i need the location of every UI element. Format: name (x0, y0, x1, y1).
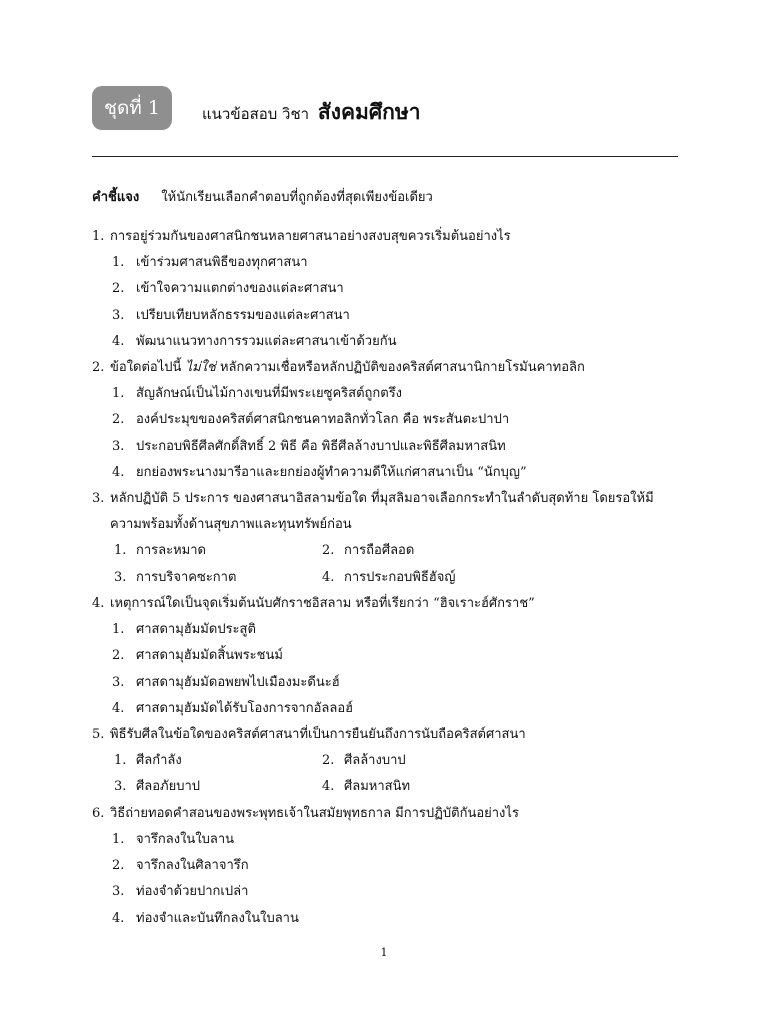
option-number: 2. (112, 648, 125, 664)
question-4 (92, 591, 682, 617)
option-number: 3. (112, 884, 125, 900)
option (92, 853, 682, 879)
option-number: 3. (112, 674, 125, 690)
option-number: 3. (112, 307, 125, 323)
question-number: 6. (92, 805, 105, 821)
option-text: ท่องจำด้วยปากเปล่า (136, 884, 249, 900)
question-number: 5. (92, 727, 105, 743)
option (322, 748, 530, 774)
question-6 (92, 801, 682, 827)
option-text: ยกย่องพระนางมารีอาและยกย่องผู้ทำความดีให้แก่ศาสนาเป็น “นักบุญ” (136, 465, 527, 481)
option-number: 2. (322, 543, 335, 559)
question-text-part: หลักความเชื่อหรือหลักปฏิบัติของคริสต์ศาสนานิกายโรมันคาทอลิก (219, 360, 585, 376)
option (92, 381, 682, 407)
option (322, 565, 530, 591)
question-5 (92, 722, 682, 748)
option-number: 3. (114, 779, 127, 795)
option-number: 4. (112, 700, 125, 716)
option-number: 3. (112, 438, 125, 454)
question-number: 1. (92, 229, 105, 244)
question-text-part: ข้อใดต่อไปนี้ (110, 360, 182, 376)
option-text: ศีลมหาสนิท (344, 779, 411, 795)
option-text: การละหมาด (136, 543, 206, 559)
option-text: ศีลอภัยบาป (136, 779, 201, 795)
question-number: 2. (92, 360, 105, 376)
option-text: ศาสดามุฮัมมัดประสูติ (136, 621, 256, 637)
page-title (202, 96, 421, 129)
option-number: 4. (322, 569, 335, 585)
option (92, 696, 682, 722)
option-text: ศีลกำลัง (136, 753, 182, 769)
option (92, 434, 682, 460)
option-text: จารึกลงในศิลาจารึก (136, 858, 249, 874)
option-text: ศาสดามุฮัมมัดสิ้นพระชนม์ (136, 648, 283, 664)
option-text: ท่องจำและบันทึกลงในใบลาน (136, 910, 299, 926)
question-2 (92, 355, 682, 381)
question-text: พิธีรับศีลในข้อใดของคริสต์ศาสนาที่เป็นการยืนยันถึงการนับถือคริสต์ศาสนา (110, 727, 526, 743)
option (92, 460, 682, 486)
option (92, 906, 682, 932)
option (92, 617, 682, 643)
question-number: 3. (92, 491, 105, 507)
question-list (92, 224, 682, 932)
option (92, 276, 682, 302)
option-number: 4. (322, 779, 335, 795)
option-text: เปรียบเทียบหลักธรรมของแต่ละศาสนา (136, 307, 350, 323)
option (92, 407, 682, 433)
option-number: 3. (114, 569, 127, 585)
question-number: 4. (92, 595, 105, 611)
option-row (92, 774, 682, 800)
subject-name: สังคมศึกษา (317, 99, 421, 124)
header-divider (92, 156, 678, 157)
option (322, 538, 530, 564)
option (92, 250, 682, 276)
title-prefix: แนวข้อสอบ วิชา (202, 105, 310, 123)
option-text: จารึกลงในใบลาน (136, 831, 235, 847)
option (92, 329, 682, 355)
instructions (92, 186, 433, 207)
question-text: การอยู่ร่วมกันของศาสนิกชนหลายศาสนาอย่างสงบสุขควรเริ่มต้นอย่างไร (110, 229, 511, 244)
emphasis-text: ไม่ใช่ (185, 360, 216, 376)
option-number: 1. (114, 753, 127, 769)
question-1 (92, 224, 682, 250)
page-number: 1 (380, 946, 388, 959)
question-text: วิธีถ่ายทอดคำสอนของพระพุทธเจ้าในสมัยพุทธกาล มีการปฏิบัติกันอย่างไร (110, 805, 519, 821)
option-number: 1. (112, 255, 125, 270)
option-number: 4. (112, 333, 125, 349)
option-number: 1. (114, 543, 127, 559)
instructions-text: ให้นักเรียนเลือกคำตอบที่ถูกต้องที่สุดเพียงข้อเดียว (161, 190, 433, 205)
question-3 (92, 486, 682, 538)
option-number: 1. (112, 386, 125, 402)
option-text: องค์ประมุขของคริสต์ศาสนิกชนคาทอลิกทั่วโลก คือ พระสันตะปาปา (136, 412, 510, 428)
question-text: เหตุการณ์ใดเป็นจุดเริ่มต้นนับศักราชอิสลาม หรือที่เรียกว่า “ฮิจเราะฮ์ศักราช” (110, 595, 535, 611)
option-number: 2. (112, 412, 125, 428)
option (114, 748, 322, 774)
option (92, 670, 682, 696)
option-number: 4. (112, 465, 125, 481)
option-text: สัญลักษณ์เป็นไม้กางเขนที่มีพระเยซูคริสต์ถูกตรึง (136, 386, 403, 402)
option-text: ศาสดามุฮัมมัดได้รับโองการจากอัลลอฮ์ (136, 700, 354, 716)
option-text: การประกอบพิธีฮัจญ์ (344, 569, 456, 585)
option-text: เข้าใจความแตกต่างของแต่ละศาสนา (136, 281, 344, 297)
option-number: 2. (112, 858, 125, 874)
option-text: ศีลล้างบาป (344, 753, 406, 769)
option-row (92, 565, 682, 591)
option (322, 774, 530, 800)
option-text: ประกอบพิธีศีลศักดิ์สิทธิ์ 2 พิธี คือ พิธีศีลล้างบาปและพิธีศีลมหาสนิท (136, 438, 506, 454)
option (114, 565, 322, 591)
option (92, 827, 682, 853)
option-number: 1. (112, 621, 125, 637)
option-text: พัฒนาแนวทางการรวมแต่ละศาสนาเข้าด้วยกัน (136, 333, 397, 349)
option-number: 2. (112, 281, 125, 297)
option-row (92, 538, 682, 564)
option-number: 4. (112, 910, 125, 926)
option-number: 2. (322, 753, 335, 769)
option (92, 879, 682, 905)
option-text: เข้าร่วมศาสนพิธีของทุกศาสนา (136, 255, 308, 270)
option-text: การถือศีลอด (344, 543, 415, 559)
option-row (92, 748, 682, 774)
option-number: 1. (112, 831, 125, 847)
option (92, 643, 682, 669)
set-badge: ชุดที่ 1 (92, 86, 172, 130)
question-text: หลักปฏิบัติ 5 ประการ ของศาสนาอิสลามข้อใด ที่มุสลิมอาจเลือกกระทำในลำดับสุดท้าย โดยรอให้มีความพร้อมทั้งด้านสุขภาพและทุนทรัพย์ก่อน (110, 491, 654, 533)
option-text: ศาสดามุฮัมมัดอพยพไปเมืองมะดีนะฮ์ (136, 674, 340, 690)
option (114, 538, 322, 564)
option-text: การบริจาคซะกาต (136, 569, 237, 585)
instructions-label: คำชี้แจง (92, 190, 140, 205)
option (92, 303, 682, 329)
option (114, 774, 322, 800)
question-text (110, 355, 585, 381)
